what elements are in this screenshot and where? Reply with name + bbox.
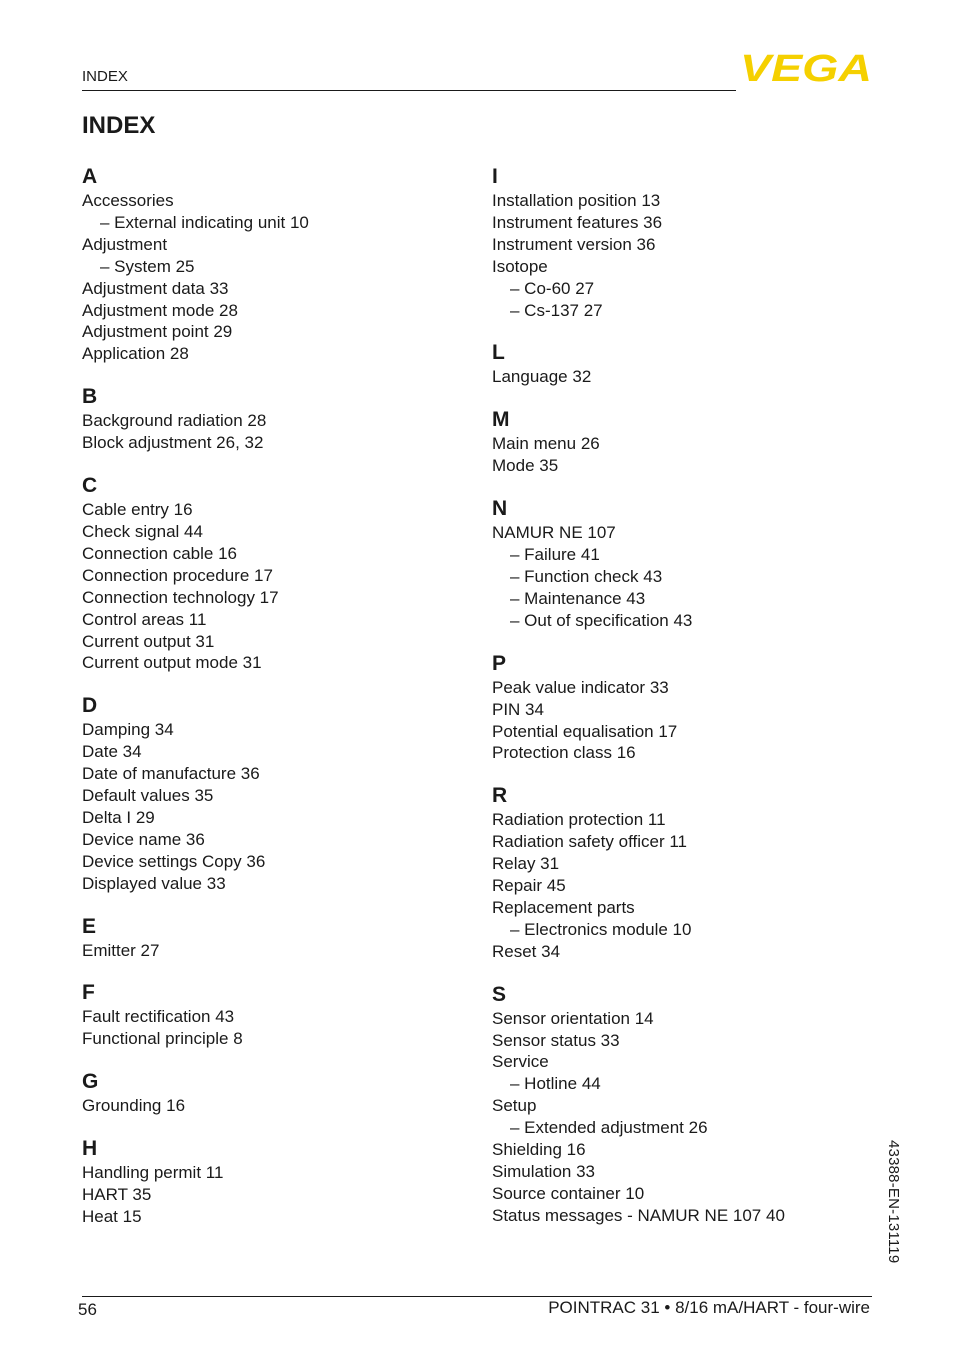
section-letter: C [82,474,98,498]
index-entry: Mode 35 [492,456,559,476]
index-subentry: – System 25 [100,256,195,276]
index-entry: Control areas 11 [82,609,207,629]
index-entry: Protection class 16 [492,743,636,763]
index-section-m [492,407,872,477]
index-entry: Connection cable 16 [82,543,238,563]
index-column-left [82,164,462,1247]
section-letter: L [492,341,505,365]
index-entry: Current output mode 31 [82,653,262,673]
index-entry: Source container 10 [492,1183,645,1203]
index-entry: Service [492,1052,549,1072]
index-entry: Emitter 27 [82,940,160,960]
index-section-a [82,164,462,365]
index-entry: Accessories [82,191,174,210]
index-entry: Adjustment data 33 [82,278,229,298]
index-entry: Fault rectification 43 [82,1007,235,1027]
index-subentry: – External indicating unit 10 [100,212,309,232]
index-subentry: – Failure 41 [510,545,600,565]
index-entry: Main menu 26 [492,434,600,454]
page-title: INDEX [82,112,156,139]
index-section-r [492,783,872,962]
index-entry: Potential equalisation 17 [492,721,678,741]
index-column-right [492,164,872,1246]
index-entry: Delta I 29 [82,807,155,827]
index-section-g [82,1069,462,1117]
index-entry: Background radiation 28 [82,411,267,431]
index-section-i [492,164,872,321]
section-letter: E [82,914,97,938]
index-entry: Handling permit 11 [82,1163,224,1183]
header-divider [82,90,736,91]
document-code: 43388-EN-131119 [885,1140,902,1264]
vega-logo [740,52,872,84]
index-subentry: – Maintenance 43 [510,588,646,608]
footer-divider [82,1296,872,1297]
index-subentry: – Out of specification 43 [510,610,693,630]
index-entry: Adjustment mode 28 [82,300,238,320]
index-entry: Date 34 [82,742,142,762]
index-entry: Grounding 16 [82,1096,186,1116]
index-entry: Status messages - NAMUR NE 107 40 [492,1205,785,1225]
index-section-d [82,693,462,894]
index-section-p [492,651,872,765]
index-section-s [492,982,872,1227]
index-section-f [82,980,462,1050]
index-subentry: – Electronics module 10 [510,919,692,939]
section-letter: I [492,165,498,188]
index-entry: Adjustment [82,234,168,254]
index-entry: Cable entry 16 [82,500,193,520]
section-letter: F [82,981,95,1005]
vega-logo-text: VEGA [740,52,872,84]
index-subentry: – Hotline 44 [510,1074,601,1094]
product-name: POINTRAC 31 • 8/16 mA/HART - four-wire [548,1298,870,1317]
section-letter: M [492,408,510,432]
section-letter: S [492,982,507,1006]
index-section-h [82,1136,462,1228]
section-letter: H [82,1137,98,1161]
page-number: 56 [78,1300,97,1319]
index-entry: Peak value indicator 33 [492,677,669,697]
index-entry: Sensor orientation 14 [492,1008,654,1028]
index-entry: Displayed value 33 [82,873,226,893]
section-letter: N [492,497,508,521]
index-entry: Check signal 44 [82,521,203,541]
index-entry: Repair 45 [492,876,566,896]
index-entry: Simulation 33 [492,1162,596,1181]
index-entry: Installation position 13 [492,191,661,210]
index-entry: Date of manufacture 36 [82,764,260,784]
index-entry: Block adjustment 26, 32 [82,433,264,453]
index-entry: Replacement parts [492,897,635,917]
index-entry: Shielding 16 [492,1140,586,1160]
index-entry: Isotope [492,256,548,276]
index-entry: NAMUR NE 107 [492,523,616,543]
index-section-e [82,914,462,962]
index-entry: Connection technology 17 [82,587,279,607]
index-entry: Reset 34 [492,941,561,961]
index-entry: Device name 36 [82,829,205,849]
section-letter: D [82,694,98,718]
index-subentry: – Cs-137 27 [510,300,603,320]
section-letter: A [82,165,98,188]
index-entry: Device settings Copy 36 [82,851,266,871]
index-entry: Current output 31 [82,631,215,651]
section-letter: G [82,1070,99,1094]
index-entry: Damping 34 [82,720,174,740]
index-entry: Instrument features 36 [492,212,663,232]
index-section-n [492,496,872,632]
index-subentry: – Co-60 27 [510,278,595,298]
index-subentry: – Extended adjustment 26 [510,1118,708,1138]
index-entry: Instrument version 36 [492,234,656,254]
index-section-c [82,473,462,674]
section-letter: B [82,385,98,409]
index-entry: Radiation safety officer 11 [492,832,687,852]
index-entry: Setup [492,1096,537,1116]
section-letter: R [492,784,508,808]
section-letter: P [492,651,507,675]
index-entry: PIN 34 [492,699,544,719]
index-entry: Adjustment point 29 [82,322,233,342]
index-subentry: – Function check 43 [510,566,663,586]
index-entry: Relay 31 [492,854,560,874]
index-entry: Functional principle 8 [82,1029,243,1049]
index-entry: Connection procedure 17 [82,565,273,585]
index-entry: Application 28 [82,344,189,364]
index-entry: Language 32 [492,367,592,387]
header-label: INDEX [82,68,128,85]
index-entry: HART 35 [82,1185,152,1205]
index-entry: Heat 15 [82,1207,142,1226]
index-entry: Sensor status 33 [492,1030,620,1050]
index-entry: Radiation protection 11 [492,810,666,830]
index-entry: Default values 35 [82,786,214,806]
index-section-b [82,384,462,454]
index-section-l [492,340,872,388]
